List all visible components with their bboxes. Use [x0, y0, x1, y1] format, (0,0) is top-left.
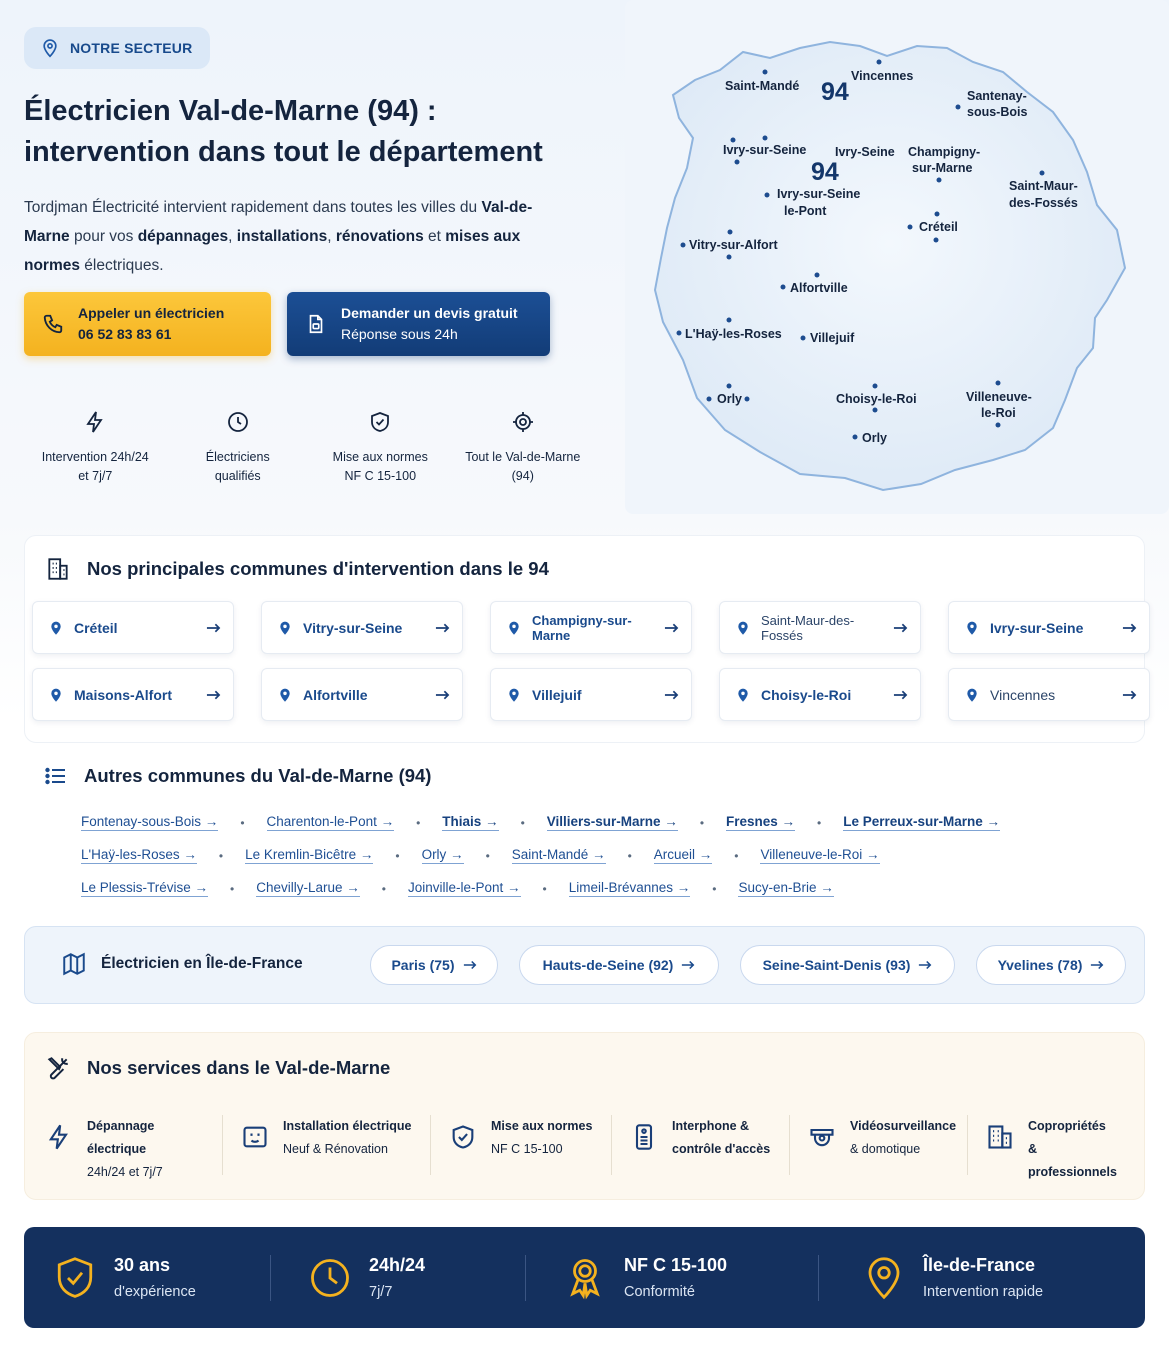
commune-link[interactable]: Orly → — [421, 847, 464, 862]
service-normes[interactable]: Mise aux normes NF C 15-100 — [449, 1115, 612, 1175]
map-label: Ivry-sur-Seine — [723, 143, 807, 157]
map-label: Champigny- — [908, 145, 981, 159]
request-quote-button[interactable] — [287, 292, 550, 356]
department-map — [625, 0, 1169, 514]
idf-section — [24, 926, 1145, 1004]
map-pin-icon — [964, 686, 980, 704]
quote-sub: Réponse sous 24h — [341, 326, 458, 342]
arrow-right-icon — [1122, 622, 1137, 634]
arrow-right-icon — [435, 689, 450, 701]
map-label: Orly — [862, 431, 888, 445]
quote-label: Demander un devis gratuit — [341, 305, 518, 321]
commune-link[interactable]: Fresnes → — [726, 814, 796, 829]
commune-link[interactable]: Saint-Mandé → — [511, 847, 606, 862]
arrow-right-icon — [1090, 959, 1104, 971]
arrow-right-icon — [463, 959, 477, 971]
map-label: Saint-Mandé — [725, 79, 800, 93]
map-label: Alfortville — [790, 281, 848, 295]
stat-experience: 30 ans d'expérience — [24, 1227, 270, 1328]
map-label: Ivry-Seine — [835, 145, 895, 159]
map-label: des-Fossés — [1009, 196, 1078, 210]
service-installation[interactable]: Installation électrique Neuf & Rénovation — [241, 1115, 431, 1175]
commune-link[interactable]: Limeil-Brévannes → — [568, 880, 691, 895]
stats-banner — [24, 1227, 1145, 1328]
service-video[interactable]: Vidéosurveillance & domotique — [808, 1115, 968, 1175]
map-pin-icon — [506, 619, 522, 637]
map-pin-icon — [506, 686, 522, 704]
map-label: Choisy-le-Roi — [836, 392, 917, 406]
commune-link[interactable]: Thiais → — [442, 814, 499, 829]
map-pin-icon — [735, 619, 751, 637]
list-icon — [44, 764, 68, 788]
idf-link-yvelines[interactable]: Yvelines (78) — [976, 945, 1126, 985]
page-title: Électricien Val-de-Marne (94) : intervention dans tout le département — [24, 95, 543, 168]
arrow-right-icon — [918, 959, 932, 971]
map-pin-icon — [48, 619, 64, 637]
stat-zone: Île-de-France Intervention rapide — [819, 1227, 1043, 1328]
map-label: le-Roi — [981, 406, 1016, 420]
commune-link[interactable]: Fontenay-sous-Bois → — [81, 814, 219, 829]
arrow-right-icon — [681, 959, 695, 971]
feature-norms: Mise aux normes NF C 15-100 — [309, 410, 452, 486]
commune-link-villejuif[interactable]: Villejuif — [490, 668, 692, 721]
intro-text: Tordjman Électricité intervient rapidement dans toutes les villes du Val-de-Marne pour vos dépannages, installations, rénovations et mises aux normes électriques. — [24, 199, 533, 274]
service-interphone[interactable]: Interphone & contrôle d'accès — [630, 1115, 790, 1175]
map-pin-icon — [964, 619, 980, 637]
map-label: Ivry-sur-Seine — [777, 187, 861, 201]
idf-link-paris[interactable]: Paris (75) — [370, 945, 498, 985]
commune-link[interactable]: L'Haÿ-les-Roses → — [81, 847, 197, 862]
map-pin-icon — [40, 38, 60, 58]
commune-link[interactable]: Joinville-le-Pont → — [407, 880, 521, 895]
arrow-right-icon — [893, 622, 908, 634]
map-department-number: 94 — [821, 78, 849, 106]
commune-link[interactable]: Arcueil → — [653, 847, 713, 862]
clock-icon — [226, 410, 250, 434]
call-electrician-button[interactable] — [24, 292, 271, 356]
map-label: Santenay- — [967, 89, 1027, 103]
arrow-right-icon — [435, 622, 450, 634]
map-label: Orly — [717, 392, 743, 406]
service-depannage[interactable]: Dépannage électrique 24h/24 et 7j/7 — [45, 1115, 223, 1175]
building-icon — [986, 1122, 1014, 1152]
idf-link-seine-saint-denis[interactable]: Seine-Saint-Denis (93) — [740, 945, 955, 985]
map-label: Saint-Maur- — [1009, 179, 1078, 193]
map-icon — [61, 951, 87, 977]
building-icon — [45, 556, 71, 582]
arrow-right-icon — [664, 689, 679, 701]
feature-coverage: Tout le Val-de-Marne (94) — [452, 410, 595, 486]
commune-link[interactable]: Villiers-sur-Marne → — [546, 814, 678, 829]
arrow-right-icon — [206, 622, 221, 634]
other-communes-links: Fontenay-sous-Bois → • Charenton-le-Pont → • Thiais → • Villiers-sur-Marne → • Fresnes → • Le Perreux-sur-Marne → L'Haÿ-les-Roses → • Le Kremlin-Bicêtre → • Orly → • Saint-Mandé → • Arcueil → • Villeneuve-le-Roi → Le Plessis-Trévise → • Chevilly-Larue → • Joinville-le-Pont → • Limeil-Brévannes → • Sucy-en-Brie → — [81, 814, 1001, 896]
map-label: le-Pont — [784, 204, 827, 218]
map-label: Villeneuve- — [966, 390, 1032, 404]
lightning-icon — [83, 410, 107, 434]
commune-link[interactable]: Le Kremlin-Bicêtre → — [245, 847, 374, 862]
arrow-right-icon — [893, 689, 908, 701]
map-label: Villejuif — [810, 331, 855, 345]
outlet-icon — [241, 1122, 269, 1152]
section-title: Autres communes du Val-de-Marne (94) — [44, 764, 431, 788]
map-label: L'Haÿ-les-Roses — [685, 327, 782, 341]
map-label: Vincennes — [851, 69, 914, 83]
commune-link[interactable]: Villeneuve-le-Roi → — [760, 847, 880, 862]
shield-check-icon — [368, 410, 392, 434]
map-pin-icon — [863, 1255, 905, 1301]
service-coproprietes[interactable]: Copropriétés & professionnels — [986, 1115, 1126, 1175]
commune-link-alfortville[interactable]: Alfortville — [261, 668, 463, 721]
map-department-number: 94 — [811, 158, 839, 186]
map-label: sur-Marne — [912, 161, 973, 175]
commune-link-vitry[interactable]: Vitry-sur-Seine — [261, 601, 463, 654]
section-title: Nos principales communes d'intervention dans le 94 — [45, 556, 549, 582]
commune-link[interactable]: Charenton-le-Pont → — [266, 814, 395, 829]
hero — [24, 27, 604, 280]
arrow-right-icon — [664, 622, 679, 634]
badge-label: NOTRE SECTEUR — [70, 40, 193, 56]
services-section — [24, 1032, 1145, 1200]
services-row — [45, 1115, 1126, 1179]
idf-link-hauts-de-seine[interactable]: Hauts-de-Seine (92) — [519, 945, 719, 985]
clock-icon — [309, 1255, 351, 1301]
target-icon — [511, 410, 535, 434]
map-pin-icon — [735, 686, 751, 704]
award-icon — [564, 1255, 606, 1301]
idf-links — [370, 945, 1126, 985]
commune-link[interactable]: Chevilly-Larue → — [256, 880, 360, 895]
commune-link-champigny[interactable]: Champigny-sur-Marne — [490, 601, 692, 654]
shield-check-icon — [54, 1255, 96, 1301]
other-communes-section — [24, 760, 1145, 910]
commune-link[interactable]: Le Plessis-Trévise → — [81, 880, 209, 895]
commune-link-choisy[interactable]: Choisy-le-Roi — [719, 668, 921, 721]
map-label: Créteil — [919, 220, 958, 234]
commune-link-ivry[interactable]: Ivry-sur-Seine — [948, 601, 1150, 654]
commune-link-maisons-alfort[interactable]: Maisons-Alfort — [32, 668, 234, 721]
map-pin-icon — [277, 619, 293, 637]
feature-24h: Intervention 24h/24 et 7j/7 — [24, 410, 167, 486]
stat-conformity: NF C 15-100 Conformité — [526, 1227, 818, 1328]
call-phone: 06 52 83 83 61 — [78, 326, 172, 342]
map-label: Vitry-sur-Alfort — [689, 238, 778, 252]
main-communes-section — [24, 535, 1145, 743]
communes-grid — [32, 601, 1150, 721]
lightning-icon — [45, 1122, 73, 1152]
val-de-marne-map-svg — [625, 0, 1169, 514]
sector-badge — [24, 27, 210, 69]
call-label: Appeler un électricien — [78, 305, 225, 321]
camera-icon — [808, 1122, 836, 1152]
stat-availability: 24h/24 7j/7 — [271, 1227, 525, 1328]
arrow-right-icon — [206, 689, 221, 701]
shield-check-icon — [449, 1122, 477, 1152]
phone-icon — [42, 313, 64, 335]
map-pin-icon — [277, 686, 293, 704]
commune-link-saint-maur[interactable]: Saint-Maur-des-Fossés — [719, 601, 921, 654]
map-label: sous-Bois — [967, 105, 1028, 119]
commune-link[interactable]: Le Perreux-sur-Marne → — [843, 814, 1001, 829]
section-title: Nos services dans le Val-de-Marne — [45, 1055, 390, 1081]
document-icon — [305, 313, 327, 335]
map-pin-icon — [48, 686, 64, 704]
intercom-icon — [630, 1122, 658, 1152]
arrow-right-icon — [1122, 689, 1137, 701]
commune-link-vincennes[interactable]: Vincennes — [948, 668, 1150, 721]
commune-link[interactable]: Sucy-en-Brie → — [738, 880, 834, 895]
cta-row — [24, 292, 550, 356]
commune-link-creteil[interactable]: Créteil — [32, 601, 234, 654]
feature-qualified: Électriciens qualifiés — [167, 410, 310, 486]
features-row — [24, 410, 594, 486]
section-title: Électricien en Île-de-France — [61, 951, 303, 977]
tools-icon — [45, 1055, 71, 1081]
